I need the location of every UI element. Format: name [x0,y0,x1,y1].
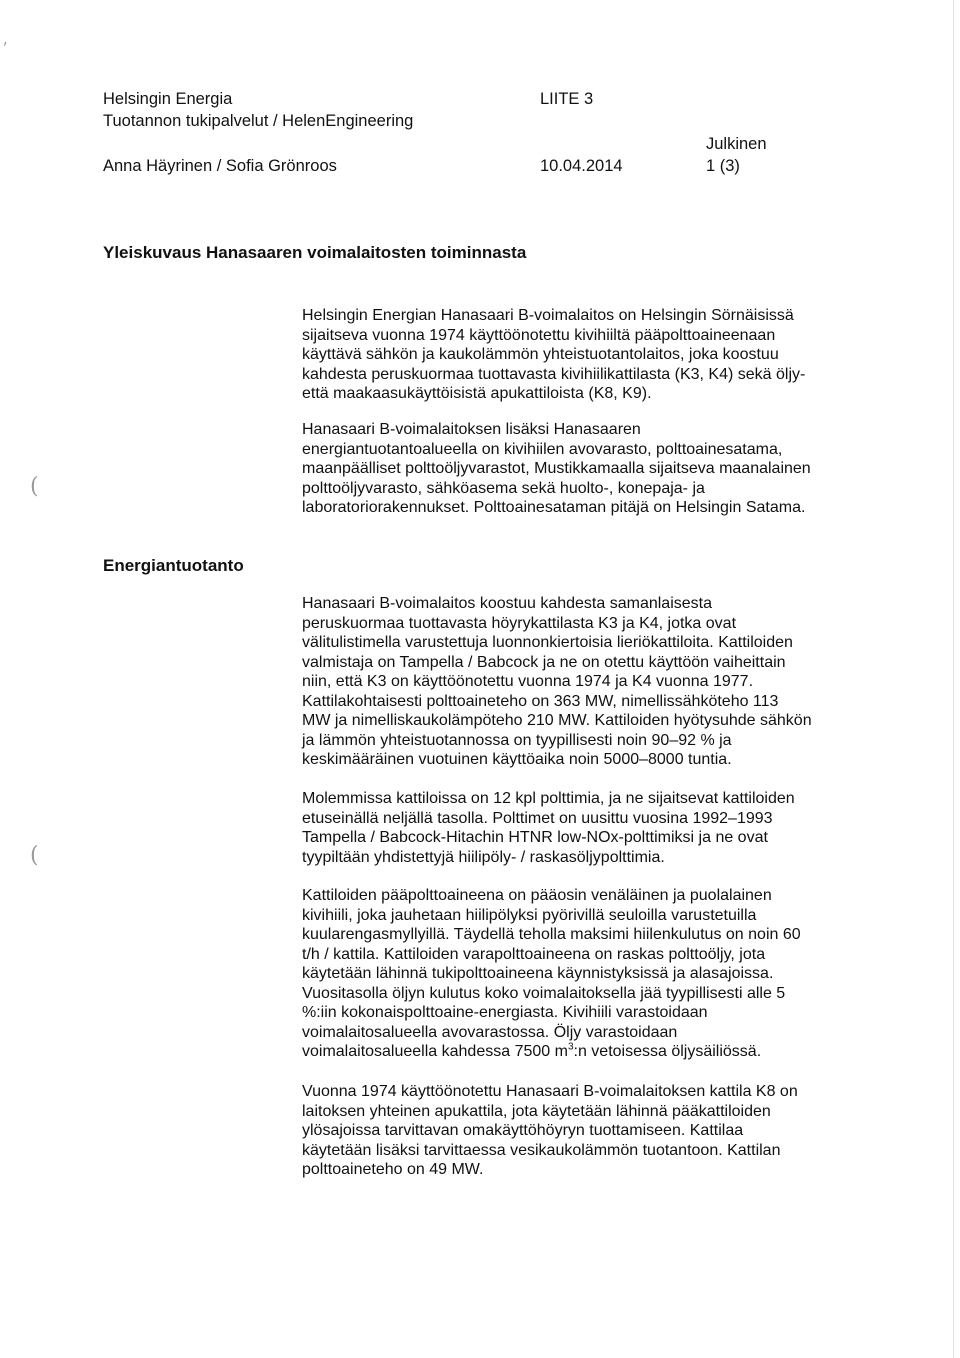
text-line: laboratoriorakennukset. Polttoainesataman pitäjä on Helsingin Satama. [302,499,806,516]
text-line: maanpäälliset polttoöljyvarastot, Mustikkamaalla sijaitseva maanalainen [302,460,811,477]
text-line: valmistaja on Tampella / Babcock ja ne on otettu käyttöön vaiheittain [302,653,786,671]
text-fragment: :n vetoisessa öljysäiliössä. [573,1043,762,1060]
scan-edge-line [953,0,954,1358]
section-paragraph-1 [302,594,862,770]
text-line: Kattiloiden pääpolttoaineena on pääosin venäläinen ja puolalainen [302,887,772,904]
text-line: Molemmissa kattiloissa on 12 kpl polttimia, ja ne sijaitsevat kattiloiden [302,790,795,807]
header-page-number: 1 (3) [706,157,740,175]
text-line: ja lämmön yhteistuotannossa on tyypillisesti noin 90–92 % ja [302,731,732,749]
text-line: käytetään lisäksi tarvittaessa vesikaukolämmön tuotantoon. Kattilan [302,1141,781,1159]
intro-paragraph-1 [302,306,862,404]
scan-mark-corner: ʼ [2,39,8,58]
superscript: 3 [567,1041,574,1053]
text-line: Hanasaari B-voimalaitoksen lisäksi Hanasaaren [302,421,641,438]
text-line: keskimääräinen vuotuinen käyttöaika noin 5000–8000 tuntia. [302,751,732,768]
text-line: käyttävä sähkön ja kaukolämmön yhteistuotantolaitos, joka koostuu [302,346,779,363]
text-line: energiantuotantoalueella on kivihiilen avovarasto, polttoainesatama, [302,440,783,458]
text-line: Kattilakohtaisesti polttoaineteho on 363 MW, nimellissähköteho 113 [302,692,779,710]
text-line: että maakaasukäyttöisistä apukattiloista (K8, K9). [302,385,652,402]
section-paragraph-3 [302,886,862,1062]
section-heading: Energiantuotanto [103,556,244,575]
header-appendix: LIITE 3 [540,90,594,108]
text-line: MW ja nimelliskaukolämpöteho 210 MW. Kattiloiden hyötysuhde sähkön [302,712,812,729]
text-line: Vuositasolla öljyn kulutus koko voimalaitoksella jää tyypillisesti alle 5 [302,984,786,1002]
text-line: sijaitseva vuonna 1974 käyttöönotettu kivihiiltä pääpolttoaineenaan [302,326,776,344]
document-title: Yleiskuvaus Hanasaaren voimalaitosten toiminnasta [103,243,527,262]
intro-paragraph-2 [302,420,862,518]
punch-hole-mark-top: ( [30,474,39,499]
text-line: niin, että K3 on käyttöönotettu vuonna 1974 ja K4 vuonna 1977. [302,673,754,690]
text-line: peruskuormaa tuottavasta höyrykattilasta K3 ja K4, jotka ovat [302,614,737,632]
text-line: tyypiltään yhdistettyjä hiilipöly- / raskasöljypolttimia. [302,848,665,866]
text-line: kuularengasmyllyillä. Täydellä teholla maksimi hiilenkulutus on noin 60 [302,926,801,943]
text-line: Tampella / Babcock-Hitachin HTNR low-NOx-polttimiksi ja ne ovat [302,829,768,846]
text-line: laitoksen yhteinen apukattila, jota käytetään lähinnä pääkattiloiden [302,1102,771,1120]
text-line [302,1042,862,1062]
text-line: voimalaitosalueella avovarastossa. Öljy varastoidaan [302,1023,678,1041]
text-line: kahdesta peruskuormaa tuottavasta kivihiilikattilasta (K3, K4) sekä öljy- [302,365,806,383]
text-line: välitulistimella varustettuja luonnonkiertoisia lieriökattiloita. Kattiloiden [302,634,793,651]
text-line: polttoaineteho on 49 MW. [302,1161,484,1178]
header-authors: Anna Häyrinen / Sofia Grönroos [103,157,337,175]
section-paragraph-4 [302,1082,862,1180]
text-line: kivihiili, joka jauhetaan hiilipölyksi pyörivillä seuloilla varustetuilla [302,906,757,924]
text-line: Vuonna 1974 käyttöönotettu Hanasaari B-voimalaitoksen kattila K8 on [302,1083,798,1100]
text-line: %:iin kokonaispolttoaine-energiasta. Kivihiili varastoidaan [302,1004,708,1021]
text-line: Hanasaari B-voimalaitos koostuu kahdesta samanlaisesta [302,595,712,612]
text-line: t/h / kattila. Kattiloiden varapolttoaineena on raskas polttoöljy, jota [302,945,766,963]
header-date: 10.04.2014 [540,157,623,175]
punch-hole-mark-bottom: ( [30,843,39,868]
text-line: ylösajoissa tarvittavan omakäyttöhöyryn tuottamiseen. Kattilaa [302,1122,744,1139]
text-line: käytetään lähinnä tukipolttoaineena käynnistyksissä ja alasajoissa. [302,965,774,982]
text-line: Helsingin Energian Hanasaari B-voimalaitos on Helsingin Sörnäisissä [302,307,794,324]
text-line: polttoöljyvarasto, sähköasema sekä huolto-, konepaja- ja [302,479,705,497]
header-org: Helsingin Energia [103,90,233,108]
header-unit: Tuotannon tukipalvelut / HelenEngineering [103,112,414,130]
text-line: etuseinällä neljällä tasolla. Polttimet on uusittu vuosina 1992–1993 [302,809,773,827]
text-fragment: voimalaitosalueella kahdessa 7500 m [302,1043,568,1060]
header-classification: Julkinen [706,135,767,153]
section-paragraph-2 [302,789,862,867]
